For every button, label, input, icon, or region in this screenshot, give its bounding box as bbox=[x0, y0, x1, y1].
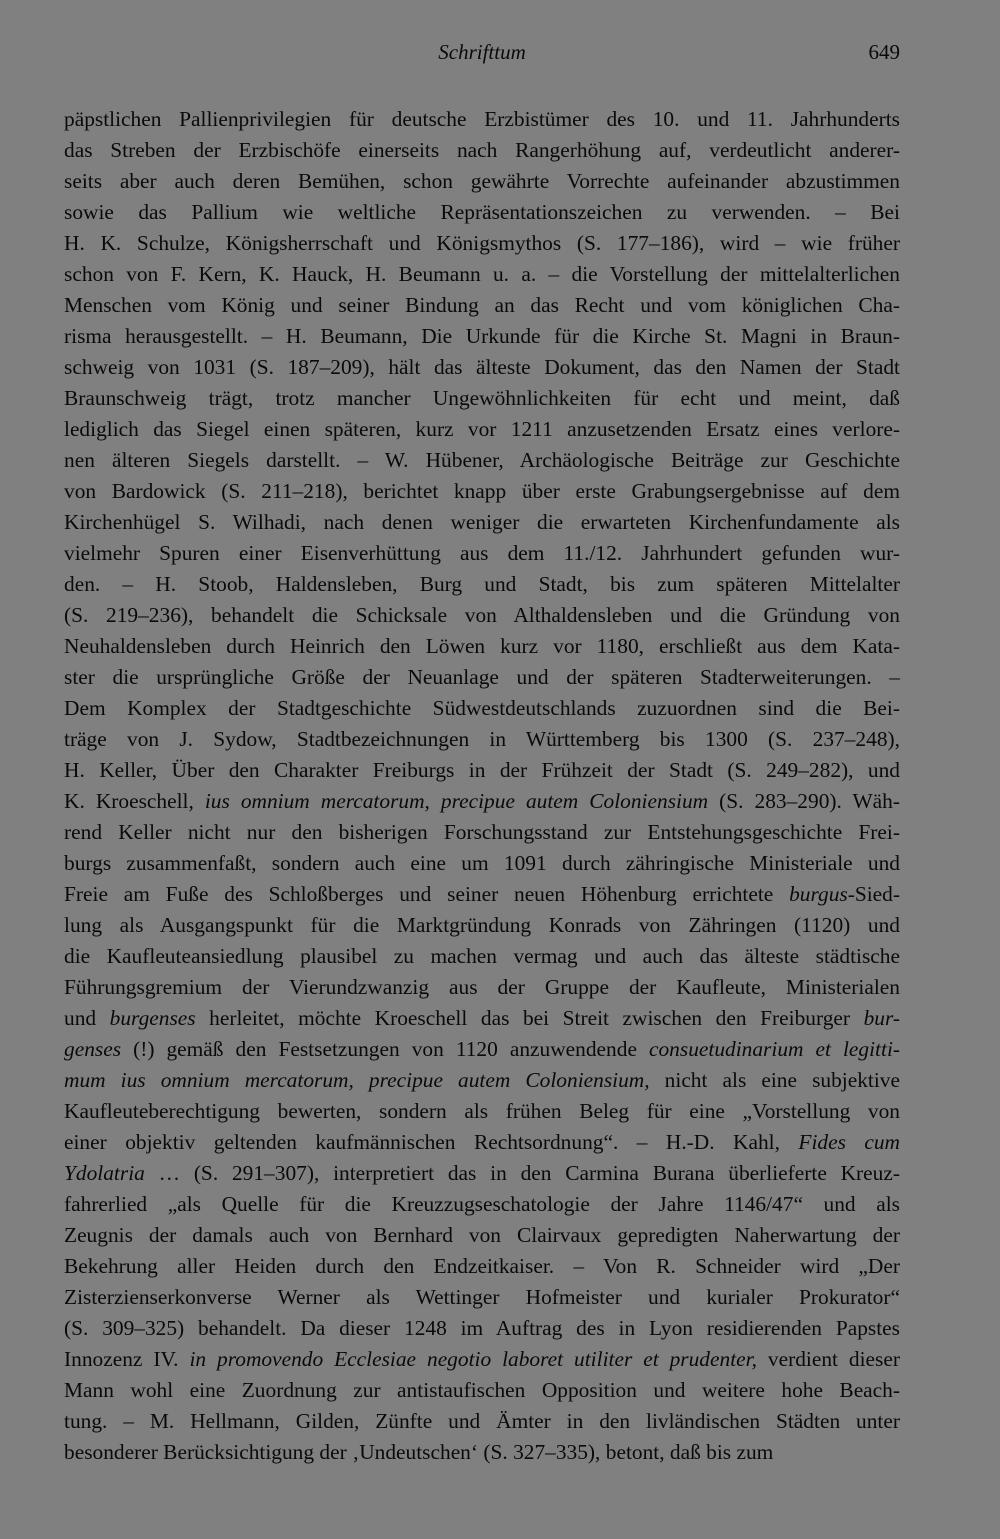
text-line bbox=[64, 1375, 900, 1406]
text-line bbox=[64, 1282, 900, 1313]
text-segment: lung als Ausgangspunkt für die Marktgründung Konrads von Zähringen (1120) und bbox=[64, 913, 900, 937]
text-segment: (S. 283–290). Wäh- bbox=[708, 789, 900, 813]
text-segment: H. Keller, Über den Charakter Freiburgs in der Frühzeit der Stadt (S. 249–282), und bbox=[64, 758, 900, 782]
text-segment: päpstlichen Pallienprivilegien für deutsche Erzbistümer des 10. und 11. Jahrhunderts bbox=[64, 107, 900, 131]
italic-text: mum ius omnium mercatorum, precipue autem Coloniensium, bbox=[64, 1068, 650, 1092]
text-line bbox=[64, 1313, 900, 1344]
text-segment: Innozenz IV. bbox=[64, 1347, 190, 1371]
text-line bbox=[64, 1437, 900, 1468]
text-segment: vielmehr Spuren einer Eisenverhüttung aus dem 11./12. Jahrhundert gefunden wur- bbox=[64, 541, 900, 565]
text-line bbox=[64, 1220, 900, 1251]
text-segment: ster die ursprüngliche Größe der Neuanlage und der späteren Stadterweiterungen. – bbox=[64, 665, 900, 689]
text-segment: risma herausgestellt. – H. Beumann, Die Urkunde für die Kirche St. Magni in Braun- bbox=[64, 324, 900, 348]
text-line bbox=[64, 259, 900, 290]
text-line bbox=[64, 321, 900, 352]
text-line bbox=[64, 538, 900, 569]
text-segment: nen älteren Siegels darstellt. – W. Hübener, Archäologische Beiträge zur Geschichte bbox=[64, 448, 900, 472]
body-text bbox=[64, 104, 900, 1468]
text-segment: nicht als eine subjektive bbox=[649, 1068, 900, 1092]
text-segment: Dem Komplex der Stadtgeschichte Südwestdeutschlands zuzuordnen sind die Bei- bbox=[64, 696, 900, 720]
text-segment: (S. 309–325) behandelt. Da dieser 1248 im Auftrag des in Lyon residierenden Papstes bbox=[64, 1316, 900, 1340]
text-line bbox=[64, 197, 900, 228]
text-segment: schweig von 1031 (S. 187–209), hält das älteste Dokument, das den Namen der Stadt bbox=[64, 355, 900, 379]
text-line bbox=[64, 1251, 900, 1282]
text-segment: -Sied- bbox=[847, 882, 900, 906]
page-number: 649 bbox=[868, 40, 900, 64]
text-segment: … (S. 291–307), interpretiert das in den Carmina Burana überlieferte Kreuz- bbox=[144, 1161, 900, 1185]
text-line bbox=[64, 569, 900, 600]
italic-text: bur- bbox=[863, 1006, 901, 1030]
text-line bbox=[64, 1158, 900, 1189]
italic-text: in promovendo Ecclesiae negotio laboret utiliter et prudenter, bbox=[189, 1347, 757, 1371]
text-segment: Neuhaldensleben durch Heinrich den Löwen kurz vor 1180, erschließt aus dem Kata- bbox=[64, 634, 900, 658]
text-segment: Mann wohl eine Zuordnung zur antistaufischen Opposition und weitere hohe Beach- bbox=[64, 1378, 900, 1402]
text-line bbox=[64, 104, 900, 135]
text-line bbox=[64, 1127, 900, 1158]
text-line bbox=[64, 1344, 900, 1375]
text-segment: Bekehrung aller Heiden durch den Endzeitkaiser. – Von R. Schneider wird „Der bbox=[64, 1254, 900, 1278]
text-line bbox=[64, 507, 900, 538]
text-segment: das Streben der Erzbischöfe einerseits nach Rangerhöhung auf, verdeutlicht anderer- bbox=[64, 138, 900, 162]
text-line bbox=[64, 941, 900, 972]
text-line bbox=[64, 817, 900, 848]
text-line bbox=[64, 1003, 900, 1034]
text-line bbox=[64, 600, 900, 631]
text-segment: rend Keller nicht nur den bisherigen Forschungsstand zur Entstehungsgeschichte Frei- bbox=[64, 820, 900, 844]
text-segment: Kirchenhügel S. Wilhadi, nach denen weniger die erwarteten Kirchenfundamente als bbox=[64, 510, 900, 534]
text-line bbox=[64, 290, 900, 321]
italic-text: burgenses bbox=[109, 1006, 196, 1030]
italic-text: ius omnium mercatorum, precipue autem Coloniensium bbox=[204, 789, 709, 813]
text-segment: besonderer Berücksichtigung der ‚Undeutschen‘ (S. 327–335), betont, daß bis zum bbox=[64, 1440, 774, 1464]
text-segment: die Kaufleuteansiedlung plausibel zu machen vermag und auch das älteste städtische bbox=[64, 944, 900, 968]
text-segment: von Bardowick (S. 211–218), berichtet knapp über erste Grabungsergebnisse auf dem bbox=[64, 479, 900, 503]
text-line bbox=[64, 135, 900, 166]
text-segment: einer objektiv geltenden kaufmännischen Rechtsordnung“. – H.-D. Kahl, bbox=[64, 1130, 799, 1154]
italic-text: Ydolatria bbox=[64, 1161, 145, 1185]
text-segment: den. – H. Stoob, Haldensleben, Burg und Stadt, bis zum späteren Mittelalter bbox=[64, 572, 900, 596]
text-line bbox=[64, 1096, 900, 1127]
text-line bbox=[64, 1034, 900, 1065]
text-line bbox=[64, 724, 900, 755]
text-line bbox=[64, 693, 900, 724]
text-segment: Zeugnis der damals auch von Bernhard von Clairvaux gepredigten Naherwartung der bbox=[64, 1223, 900, 1247]
text-line bbox=[64, 228, 900, 259]
text-line bbox=[64, 879, 900, 910]
text-line bbox=[64, 662, 900, 693]
text-line bbox=[64, 352, 900, 383]
text-segment: und bbox=[64, 1006, 110, 1030]
text-segment: Braunschweig trägt, trotz mancher Ungewöhnlichkeiten für echt und meint, daß bbox=[64, 386, 900, 410]
text-line bbox=[64, 848, 900, 879]
text-line bbox=[64, 1406, 900, 1437]
running-title: Schrifttum bbox=[438, 40, 526, 64]
page-header bbox=[64, 40, 900, 70]
text-segment: Zisterzienserkonverse Werner als Wettinger Hofmeister und kurialer Prokurator“ bbox=[64, 1285, 900, 1309]
text-line bbox=[64, 1189, 900, 1220]
text-segment: Kaufleuteberechtigung bewerten, sondern als frühen Beleg für eine „Vorstellung von bbox=[64, 1099, 900, 1123]
text-line bbox=[64, 476, 900, 507]
text-segment: K. Kroeschell, bbox=[64, 789, 205, 813]
text-line bbox=[64, 631, 900, 662]
text-segment: schon von F. Kern, K. Hauck, H. Beumann u. a. – die Vorstellung der mittelalterlichen bbox=[64, 262, 900, 286]
text-segment: (!) gemäß den Festsetzungen von 1120 anzuwendende bbox=[121, 1037, 649, 1061]
text-segment: Führungsgremium der Vierundzwanzig aus der Gruppe der Kaufleute, Ministerialen bbox=[64, 975, 900, 999]
text-line bbox=[64, 755, 900, 786]
text-line bbox=[64, 166, 900, 197]
text-line bbox=[64, 445, 900, 476]
text-segment: sowie das Pallium wie weltliche Repräsentationszeichen zu verwenden. – Bei bbox=[64, 200, 900, 224]
text-line bbox=[64, 383, 900, 414]
italic-text: genses bbox=[64, 1037, 122, 1061]
text-line bbox=[64, 972, 900, 1003]
italic-text: Fides cum bbox=[798, 1130, 901, 1154]
text-segment: burgs zusammenfaßt, sondern auch eine um 1091 durch zähringische Ministeriale und bbox=[64, 851, 900, 875]
text-line bbox=[64, 910, 900, 941]
text-segment: verdient dieser bbox=[756, 1347, 900, 1371]
text-line bbox=[64, 1065, 900, 1096]
italic-text: consuetudinarium et legitti- bbox=[648, 1037, 901, 1061]
text-segment: Freie am Fuße des Schloßberges und seiner neuen Höhenburg errichtete bbox=[64, 882, 790, 906]
text-segment: seits aber auch deren Bemühen, schon gewährte Vorrechte aufeinander abzustimmen bbox=[64, 169, 900, 193]
text-segment: (S. 219–236), behandelt die Schicksale von Althaldensleben und die Gründung von bbox=[64, 603, 900, 627]
text-line bbox=[64, 414, 900, 445]
text-segment: fahrerlied „als Quelle für die Kreuzzugseschatologie der Jahre 1146/47“ und als bbox=[64, 1192, 900, 1216]
text-segment: herleitet, möchte Kroeschell das bei Streit zwischen den Freiburger bbox=[195, 1006, 864, 1030]
text-segment: lediglich das Siegel einen späteren, kurz vor 1211 anzusetzenden Ersatz eines verlore- bbox=[64, 417, 900, 441]
text-segment: träge von J. Sydow, Stadtbezeichnungen in Württemberg bis 1300 (S. 237–248), bbox=[64, 727, 900, 751]
italic-text: burgus bbox=[789, 882, 848, 906]
text-line bbox=[64, 786, 900, 817]
text-segment: tung. – M. Hellmann, Gilden, Zünfte und Ämter in den livländischen Städten unter bbox=[64, 1409, 900, 1433]
text-segment: Menschen vom König und seiner Bindung an das Recht und vom königlichen Cha- bbox=[64, 293, 900, 317]
text-segment: H. K. Schulze, Königsherrschaft und Königsmythos (S. 177–186), wird – wie früher bbox=[64, 231, 900, 255]
